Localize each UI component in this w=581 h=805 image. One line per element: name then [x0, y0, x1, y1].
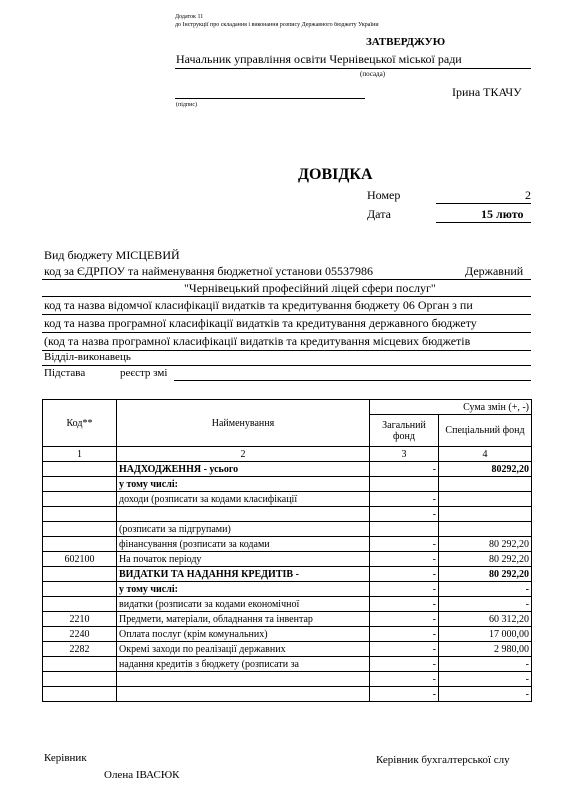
- row-general: [370, 477, 439, 492]
- date-value: 15 люто: [481, 207, 524, 221]
- local-class: (код та назва програмної класифікації видатків та кредитування місцевих бюджетів: [44, 334, 471, 348]
- row-special: 80292,20: [439, 462, 532, 477]
- col-special-header: Спеціальний фонд: [439, 415, 532, 447]
- row-special: [439, 507, 532, 522]
- row-general: -: [370, 492, 439, 507]
- table-row: [43, 537, 532, 552]
- row-special: 80 292,20: [439, 537, 532, 552]
- table-row: [43, 627, 532, 642]
- col-code-header: Код**: [43, 400, 117, 447]
- row-general: -: [370, 627, 439, 642]
- row-name: Предмети, матеріали, обладнання та інвентар: [117, 612, 370, 627]
- executor-label: Відділ-виконавець: [44, 351, 131, 363]
- edrpou-line: [42, 279, 531, 280]
- row-name: ВИДАТКИ ТА НАДАННЯ КРЕДИТІВ -: [117, 567, 370, 582]
- row-code: 602100: [43, 552, 117, 567]
- row-name: доходи (розписати за кодами класифікації: [117, 492, 370, 507]
- row-general: -: [370, 507, 439, 522]
- approve-label: ЗАТВЕРДЖУЮ: [366, 36, 446, 48]
- row-code: 2282: [43, 642, 117, 657]
- row-name: НАДХОДЖЕННЯ - усього: [117, 462, 370, 477]
- row-special: 80 292,20: [439, 552, 532, 567]
- row-special: 60 312,20: [439, 612, 532, 627]
- table-row: [43, 582, 532, 597]
- row-name: у тому числі:: [117, 582, 370, 597]
- prog-class: код та назва програмної класифікації видатків та кредитування державного бюджету: [44, 316, 477, 330]
- number-row: [43, 447, 532, 462]
- row-special: 2 980,00: [439, 642, 532, 657]
- row-general: -: [370, 687, 439, 702]
- prog-line: [42, 332, 531, 333]
- row-special: -: [439, 657, 532, 672]
- registry-label: реєстр змі: [120, 367, 168, 379]
- table-row: [43, 522, 532, 537]
- row-code: [43, 462, 117, 477]
- table-row: [43, 642, 532, 657]
- row-name: [117, 687, 370, 702]
- row-code: [43, 657, 117, 672]
- table-row: [43, 552, 532, 567]
- appendix-note: до Інструкції про складання і виконання розпису Державного бюджету України: [175, 22, 379, 28]
- row-special: 17 000,00: [439, 627, 532, 642]
- table-row: [43, 507, 532, 522]
- num-cell: 3: [370, 447, 439, 462]
- row-code: [43, 567, 117, 582]
- row-name: у тому числі:: [117, 477, 370, 492]
- doc-title: ДОВІДКА: [298, 166, 373, 183]
- basis-line: [174, 380, 531, 381]
- head-name: Олена ІВАСЮК: [104, 769, 180, 781]
- row-general: -: [370, 537, 439, 552]
- row-code: [43, 672, 117, 687]
- row-name: (розписати за підгрупами): [117, 522, 370, 537]
- col-sum-header: Сума змін (+, -): [370, 400, 532, 415]
- row-name: надання кредитів з бюджету (розписати за: [117, 657, 370, 672]
- row-name: [117, 672, 370, 687]
- position-text: Начальник управління освіти Чернівецької міської ради: [176, 52, 462, 66]
- head-label: Керівник: [44, 752, 87, 764]
- row-general: -: [370, 612, 439, 627]
- row-special: -: [439, 582, 532, 597]
- changes-table: [42, 399, 532, 702]
- row-general: -: [370, 642, 439, 657]
- number-line: [436, 203, 531, 204]
- number-label: Номер: [367, 188, 401, 202]
- row-name: На початок періоду: [117, 552, 370, 567]
- row-code: [43, 477, 117, 492]
- row-name: Окремі заходи по реалізації державних: [117, 642, 370, 657]
- institution-name: "Чернівецький професійний ліцей сфери послуг": [184, 281, 436, 295]
- row-code: [43, 597, 117, 612]
- date-label: Дата: [367, 207, 391, 221]
- row-general: [370, 522, 439, 537]
- approver-name: Ірина ТКАЧУ: [452, 85, 522, 99]
- table-row: [43, 567, 532, 582]
- row-general: -: [370, 462, 439, 477]
- row-name: фінансування (розписати за кодами: [117, 537, 370, 552]
- row-code: [43, 687, 117, 702]
- position-caption: (посада): [360, 70, 386, 78]
- number-value: 2: [525, 188, 531, 202]
- position-line: [175, 68, 531, 69]
- row-general: -: [370, 552, 439, 567]
- row-code: [43, 507, 117, 522]
- col-general-header: Загальний фонд: [370, 415, 439, 447]
- row-general: -: [370, 672, 439, 687]
- table-row: [43, 672, 532, 687]
- row-code: [43, 492, 117, 507]
- header-row: [43, 400, 532, 415]
- num-cell: 2: [117, 447, 370, 462]
- table-row: [43, 687, 532, 702]
- row-general: -: [370, 597, 439, 612]
- row-special: -: [439, 597, 532, 612]
- row-special: -: [439, 687, 532, 702]
- date-line: [436, 222, 531, 223]
- dept-line: [42, 314, 531, 315]
- row-code: 2210: [43, 612, 117, 627]
- row-special: [439, 477, 532, 492]
- row-special: -: [439, 672, 532, 687]
- signature-line: [175, 98, 365, 99]
- col-name-header: Найменування: [117, 400, 370, 447]
- accountant-label: Керівник бухгалтерської слу: [376, 754, 510, 766]
- num-cell: 4: [439, 447, 532, 462]
- num-cell: 1: [43, 447, 117, 462]
- row-code: [43, 537, 117, 552]
- edrpou-text: код за ЄДРПОУ та найменування бюджетної установи 05537986: [44, 264, 373, 278]
- row-code: 2240: [43, 627, 117, 642]
- row-general: -: [370, 657, 439, 672]
- table-row: [43, 612, 532, 627]
- row-name: видатки (розписати за кодами економічної: [117, 597, 370, 612]
- row-special: [439, 492, 532, 507]
- edrpou-right: Державний: [465, 264, 524, 278]
- basis-label: Підстава: [44, 367, 86, 379]
- row-name: [117, 507, 370, 522]
- signature-caption: (підпис): [176, 102, 198, 108]
- table-row: [43, 477, 532, 492]
- row-special: [439, 522, 532, 537]
- row-name: Оплата послуг (крім комунальних): [117, 627, 370, 642]
- executor-line: [42, 365, 531, 366]
- dept-class: код та назва відомчої класифікації видатків та кредитування бюджету 06 Орган з пи: [44, 298, 473, 312]
- row-code: [43, 522, 117, 537]
- row-special: 80 292,20: [439, 567, 532, 582]
- table-row: [43, 462, 532, 477]
- institution-line: [42, 296, 531, 297]
- row-code: [43, 582, 117, 597]
- table-row: [43, 657, 532, 672]
- budget-type: Вид бюджету МІСЦЕВИЙ: [44, 248, 180, 262]
- row-general: -: [370, 567, 439, 582]
- appendix-label: Додаток 11: [175, 14, 204, 20]
- table-row: [43, 492, 532, 507]
- row-general: -: [370, 582, 439, 597]
- table-row: [43, 597, 532, 612]
